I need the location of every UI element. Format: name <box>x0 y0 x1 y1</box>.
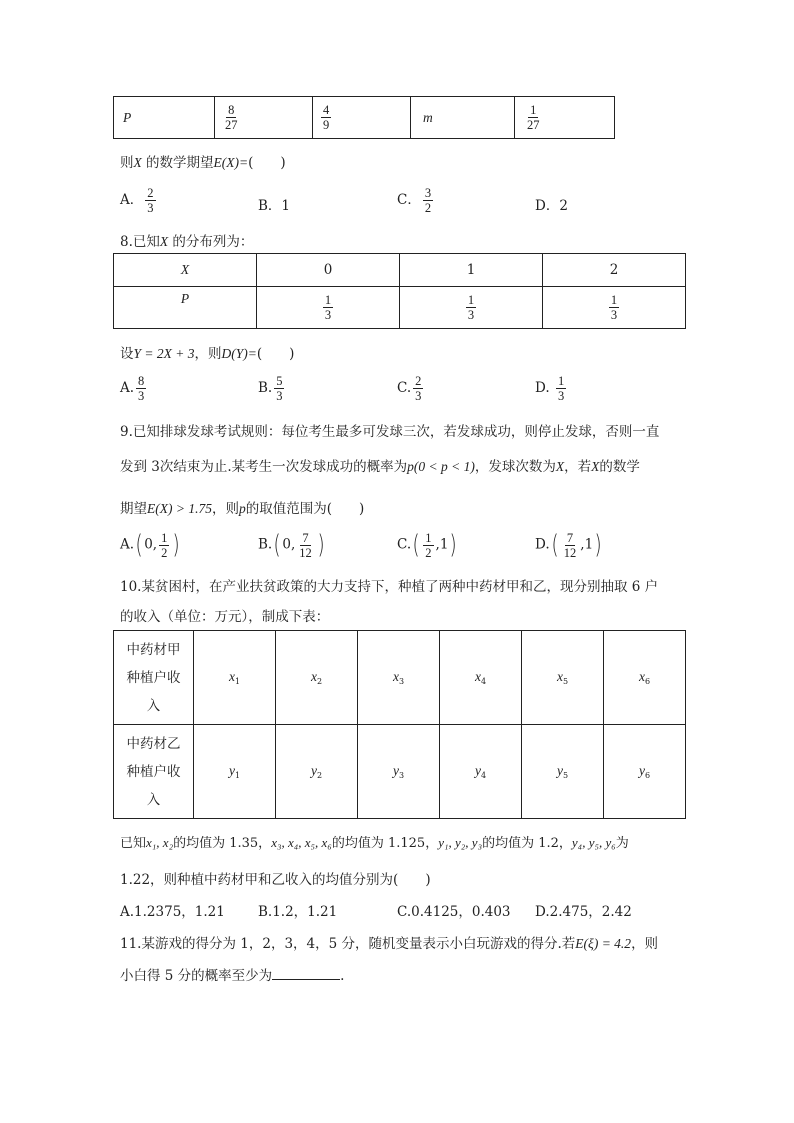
q10-income-table <box>113 630 686 819</box>
q10-condition-line-2: 1.22，则种植中药材甲和乙收入的均值分别为( ) <box>120 872 431 888</box>
q10-x6: $x_6$ <box>604 631 686 725</box>
q10-row1-label: 中药材甲 种植户收 入 <box>114 631 194 725</box>
q10-x2: $x_2$ <box>276 631 358 725</box>
q10-x1: $x_1$ <box>194 631 276 725</box>
q10-x3: $x_3$ <box>358 631 440 725</box>
q8-question: 设Y = 2X + 3，则D(Y)=( ) <box>120 346 295 362</box>
q8-row-label: P <box>114 287 257 329</box>
q8-header-2: 2 <box>543 254 686 287</box>
q8-option-a: A. $\frac{8}{3}$ <box>120 374 145 403</box>
q10-x4: $x_4$ <box>440 631 522 725</box>
q9-line-2: 发到 3次结束为止.某考生一次发球成功的概率为p(0 < p < 1)，发球次数为X，若X的数学 <box>120 459 640 475</box>
q8-option-b: B. $\frac{5}{3}$ <box>258 374 283 403</box>
q8-option-d: D. $\frac{1}{3}$ <box>535 374 565 403</box>
q7-cell-2: $\frac{4}{9}$ <box>313 97 411 139</box>
q11-answer-blank[interactable] <box>272 967 340 980</box>
q7-cell-4: $\frac{1}{27}$ <box>515 97 615 139</box>
q8-header-0: 0 <box>257 254 400 287</box>
q10-row2-label: 中药材乙 种植户收 入 <box>114 725 194 819</box>
q7-option-b: B．1 <box>258 198 291 214</box>
q11-line-2: 小白得 5 分的概率至少为 . <box>120 968 345 984</box>
q9-line-3: 期望E(X) > 1.75，则p的取值范围为( ) <box>120 501 365 517</box>
q10-y2: $y_2$ <box>276 725 358 819</box>
q8-cell-3: $\frac{1}{3}$ <box>543 287 686 329</box>
q10-option-c: C.0.4125，0.403 <box>397 904 511 920</box>
q10-line-1: 10.某贫困村，在产业扶贫政策的大力支持下，种植了两种中药材甲和乙，现分别抽取 6 户 <box>120 579 659 595</box>
q10-option-d: D.2.475，2.42 <box>535 904 632 920</box>
q7-stem: 则X 的数学期望E(X)=( ) <box>120 155 286 171</box>
q10-condition-line-1: 已知x₁, x₂的均值为 1.35，x₃, x₄, x₅, x₆的均值为 1.125，y₁, y₂, y₃的均值为 1.2，y₄, y₅, y₆为 <box>120 835 629 851</box>
q8-header-x: X <box>114 254 257 287</box>
q8-header-1: 1 <box>400 254 543 287</box>
q9-option-c: C.( $\frac{1}{2}$ ,1) <box>397 530 458 560</box>
q10-x5: $x_5$ <box>522 631 604 725</box>
q10-option-a: A.1.2375，1.21 <box>120 904 225 920</box>
q10-y3: $y_3$ <box>358 725 440 819</box>
q8-stem: 8.已知X 的分布列为： <box>120 234 254 250</box>
q7-option-a: A． $\frac{2}{3}$ <box>120 186 154 215</box>
q9-line-1: 9.已知排球发球考试规则：每位考生最多可发球三次，若发球成功，则停止发球，否则一直 <box>120 424 660 440</box>
q8-distribution-table <box>113 253 686 329</box>
q9-option-d: D.( $\frac{7}{12}$ ,1) <box>535 530 602 560</box>
q7-option-d: D．2 <box>535 198 568 214</box>
q9-option-b: B.( 0, $\frac{7}{12}$ ) <box>258 530 325 560</box>
q7-distribution-table <box>113 96 615 139</box>
q8-option-c: C. $\frac{2}{3}$ <box>397 374 422 403</box>
q9-option-a: A.( 0, $\frac{1}{2}$ ) <box>120 530 180 560</box>
q7-cell-1: $\frac{8}{27}$ <box>215 97 313 139</box>
q8-cell-2: $\frac{1}{3}$ <box>400 287 543 329</box>
q7-cell-3: m <box>411 97 515 139</box>
q7-option-c: C． $\frac{3}{2}$ <box>397 186 432 215</box>
q10-y6: $y_6$ <box>604 725 686 819</box>
q11-line-1: 11.某游戏的得分为 1，2，3，4，5 分，随机变量表示小白玩游戏的得分.若E(ξ) = 4.2，则 <box>120 936 659 952</box>
q7-row-label: P <box>114 97 215 139</box>
q10-option-b: B.1.2，1.21 <box>258 904 338 920</box>
q10-line-2: 的收入（单位：万元），制成下表： <box>120 609 330 625</box>
q10-y1: $y_1$ <box>194 725 276 819</box>
q10-y4: $y_4$ <box>440 725 522 819</box>
q8-cell-1: $\frac{1}{3}$ <box>257 287 400 329</box>
q10-y5: $y_5$ <box>522 725 604 819</box>
